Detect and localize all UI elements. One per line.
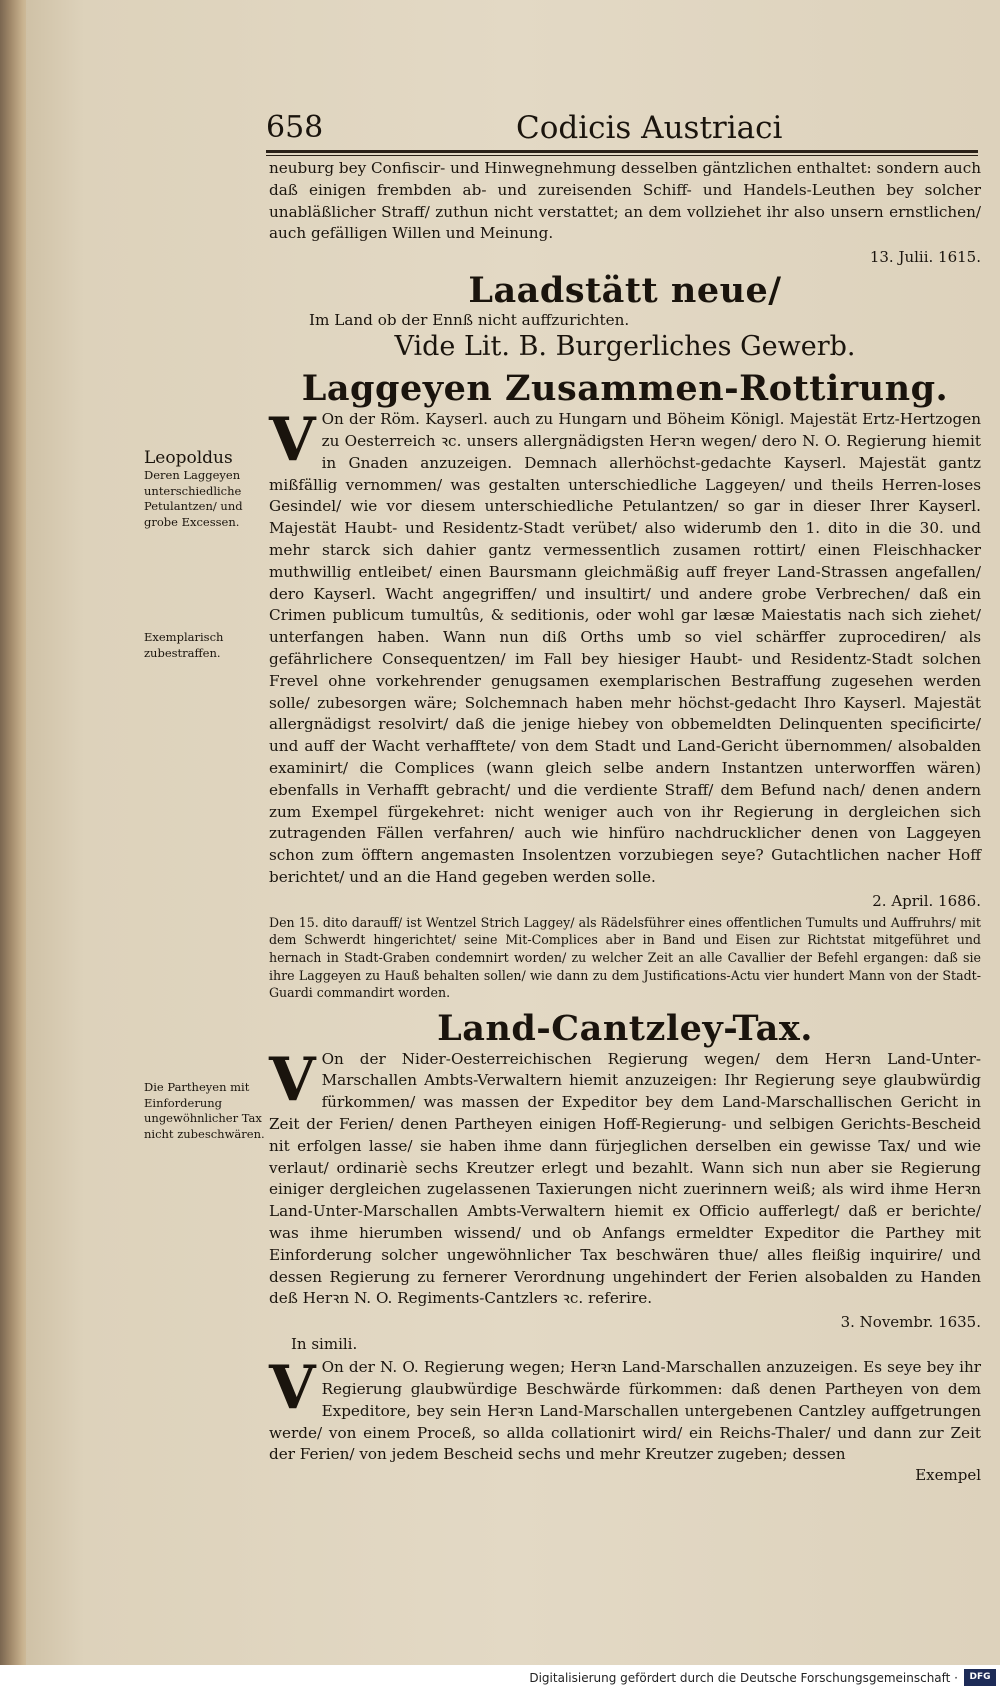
- decree-text: On der Nider-Oesterreichischen Regierung wegen/ dem Herꝛn Land-Unter-Marschallen Ambts-Verwaltern hiemit anzuzeigen: Ihr Regierung seye glaubwürdig fürkommen/ was massen der Expeditor bey dem Land-Marschallischen Gericht in Zeit der Ferien/ denen Partheyen einigen Hoff-Regierung- und selbigen Gerichts-Bescheid nit erfolgen lasse/ sie haben ihme dann fürjeglichen derselben ein gewisse Tax/ und wie verlaut/ ordinariè sechs Kreutzer erlegt und bezahlt. Wann sich nun aber sie Regierung einiger dergleichen zugelassenen Taxierungen nicht zuerinnern weiß; als wird ihme Herꝛn Land-Unter-Marschallen Ambts-Verwaltern hiemit ex Officio aufferlegt/ daß er berichte/ was ihme hierumben wissend/ und ob Anfangs ermeldter Expeditor die Parthey mit Einforderung solcher ungewöhnlicher Tax beschwären thue/ alles fleißig inquirire/ und dessen Regierung zu fernerer Verordnung ungehindert der Ferien alsobalden zu Handen deß Herꝛn N. O. Regiments-Cantzlers ꝛc. referire.: [269, 1049, 981, 1308]
- in-simili: In simili.: [291, 1335, 358, 1354]
- decree-date: 13. Julii. 1615.: [869, 248, 981, 267]
- digitization-footer: [0, 1665, 1000, 1691]
- margin-note-text: Exemplarisch zubestraffen.: [144, 630, 224, 660]
- decree-body: [269, 1044, 981, 1311]
- margin-note-text: Deren Laggeyen unterschiedliche Petulantzen/ und grobe Excessen.: [144, 468, 243, 529]
- main-text-column: [269, 158, 981, 1488]
- decree-date: 3. Novembr. 1635.: [840, 1313, 981, 1332]
- footer-credit: Digitalisierung gefördert durch die Deutsche Forschungsgemeinschaft ·: [529, 1671, 958, 1685]
- margin-note-text: Die Partheyen mit Einforderung ungewöhnlicher Tax nicht zubeschwären.: [144, 1080, 265, 1141]
- decree-date: 2. April. 1686.: [872, 891, 981, 910]
- decree-body: [269, 1353, 981, 1466]
- paragraph-continued: neuburg bey Confiscir- und Hinwegnehmung desselben gäntzlichen enthaltet: sondern auch daß einigen frembden ab- und zureisenden Schiff- und Handels-Leuthen bey solcher unabläßlicher Straff/ zuthun nicht verstattet; an dem vollziehet ihr also unsern ernstlichen/ auch gefälligen Willen und Meinung.: [269, 159, 981, 243]
- section-subline: Im Land ob der Ennß nicht auffzurichten.: [309, 311, 630, 330]
- dfg-logo: DFG: [964, 1669, 996, 1686]
- running-title: Codicis Austriaci: [516, 110, 783, 146]
- page-header: [266, 110, 978, 150]
- decree-text: On der N. O. Regierung wegen; Herꝛn Land-Marschallen anzuzeigen. Es seye bey ihr Regierung glaubwürdige Beschwärde fürkommen: daß denen Partheyen von dem Expeditore, bey sein Herꝛn Land-Marschallen untergebenen Cantzley auffgetrungen werde/ von einem Proceß, so allda collationirt wird/ ein Reichs-Thaler/ und dann zur Zeit der Ferien/ von jedem Bescheid sechs und mehr Kreutzer zugeben; dessen: [269, 1358, 981, 1464]
- decree-annotation: Den 15. dito darauff/ ist Wentzel Strich Laggey/ als Rädelsführer eines offentlichen Tumults und Auffruhrs/ mit dem Schwerdt hingerichtet/ seine Mit-Complices aber in Band und Eisen zur Richtstat mitgeführet und hernach in Stadt-Graben condemnirt worden/ zu welcher Zeit an alle Cavallier der Befehl ergangen: daß sie ihre Laggeyen zu Hauß behalten sollen/ wie dann zu dem Justifications-Actu vier hundert Mann von der Stadt-Guardi commandirt worden.: [269, 914, 981, 1001]
- catchword: Exempel: [915, 1466, 981, 1485]
- cross-reference: Vide Lit. B. Burgerliches Gewerb.: [394, 331, 856, 363]
- drop-cap: V: [269, 1353, 316, 1424]
- section-heading: Laggeyen Zusammen-Rottirung.: [301, 368, 949, 410]
- decree-text: On der Röm. Kayserl. auch zu Hungarn und Böheim Königl. Majestät Ertz-Hertzogen zu Oesterreich ꝛc. unsers allergnädigsten Herꝛn wegen/ dero N. O. Regierung hiemit in Gnaden anzuzeigen. Demnach allerhöchst-gedachte Kayserl. Majestät gantz mißfällig vernommen/ was gestalten unterschiedliche Laggeyen/ und theils Herren-loses Gesindel/ wie vor diesem unterschiedliche Petulantzen/ so gar in dieser Ihrer Kayserl. Majestät Haubt- und Residentz-Stadt verübet/ also widerumb den 1. dito in die 30. und mehr starck sich dahier gantz vermessentlich zusamen rottirt/ einen Fleischhacker muthwillig entleibet/ einen Baursmann gleichmäßig auff freyer Land-Strassen angefallen/ dero Kayserl. Wacht angegriffen/ und insultirt/ und andere grobe Verbrechen/ daß ein Crimen publicum tumultûs, & seditionis, oder wohl gar læsæ Maiestatis nach sich ziehet/ unterfangen haben. Wann nun diß Orths umb so viel schärffer zuprocediren/ als gefährlichere Consequentzen/ im Fall bey hiesiger Haubt- und Residentz-Stadt solchen Frevel ohne vorkehrender genugsamen exemplarischen Bestraffung zugesehen werden solle/ zubesorgen wäre; Solchemnach haben mehr höchst-gedacht Ihro Kayserl. Majestät allergnädigst resolvirt/ daß die jenige hiebey von obbemeldten Delinquenten specificirte/ und auff der Wacht verhafftete/ von dem Stadt und Land-Gericht übernommen/ alsobalden examinirt/ die Complices (wann gleich selbe andern Instantzen unterworffen wären) ebenfalls in Verhafft gebracht/ und die verdiente Straff/ dem Befund nach/ denen andern zum Exempel fürgekehret: nicht weniger auch von ihr Regierung in dergleichen sich zutragenden Fällen verfahren/ auch wie hinfüro nachdrucklicher denen von Laggeyen schon zum öfftern angemasten Insolentzen vorzubiegen seye? Gutachtlichen nacher Hoff berichtet/ und an die Hand gegeben werden solle.: [269, 410, 981, 886]
- drop-cap: V: [269, 1044, 316, 1115]
- margin-title: Leopoldus: [144, 448, 233, 468]
- scanned-page: [26, 0, 1000, 1665]
- header-rule-thin: [266, 155, 978, 156]
- header-rule: [266, 150, 978, 153]
- decree-body: [269, 405, 981, 889]
- section-heading: Laadstätt neue/: [468, 270, 782, 312]
- margin-note-leopoldus: [144, 448, 269, 530]
- section-heading: Land-Cantzley-Tax.: [437, 1007, 813, 1049]
- page-number: 658: [266, 110, 324, 145]
- margin-note-exemplarisch: [144, 630, 269, 661]
- drop-cap: V: [269, 405, 316, 476]
- margin-note-tax: [144, 1080, 269, 1142]
